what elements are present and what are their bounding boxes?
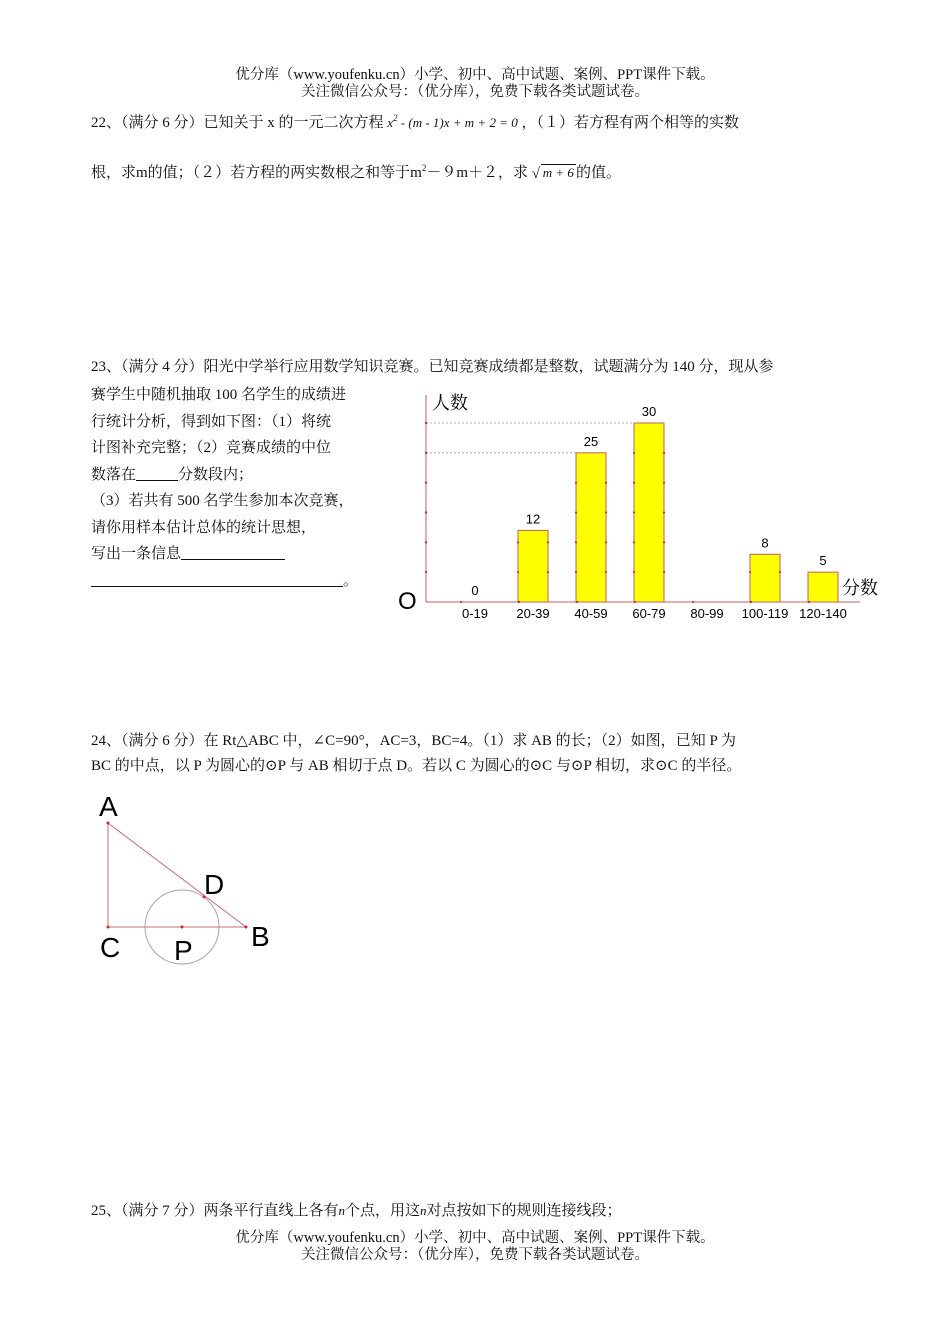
q22-equation: $x^2 - (m - 1)x + m + 2 = 0$ [387,113,518,130]
bar-marker [663,541,665,543]
footer-line-1: 优分库（www.youfenku.cn）小学、初中、高中试题、案例、PPT课件下载。 [235,1230,715,1246]
bar-marker [633,511,635,513]
data-label-0-19: 0 [471,583,479,598]
q24-line-2: BC 的中点，以 P 为圆心的⊙P 与 AB 相切于点 D。若以 C 为圆心的⊙C 与⊙P 相切，求⊙C 的半径。 [91,758,742,774]
x-tick [808,601,810,603]
header-line-1: 优分库（www.youfenku.cn）小学、初中、高中试题、案例、PPT课件下载。 [235,67,715,83]
data-label-60-79: 30 [641,404,657,419]
bar-marker [663,482,665,484]
tick-label-20-39: 20-39 [516,606,550,621]
score-bar-chart [390,385,890,630]
q22-line-2: 根，求m的值；（２）若方程的两实数根之和等于$m^2-9m+2$，求 √ m + 6 的值。 [91,163,621,182]
label-b: B [251,921,270,952]
bar-marker [517,571,519,573]
page-footer [0,1230,950,1264]
tick-label-120-140: 120-140 [799,606,847,621]
origin-label: O [398,588,417,615]
y-axis-label: 人数 [432,393,468,413]
bar-marker [605,571,607,573]
bar-marker [663,452,665,454]
bar-marker [633,452,635,454]
bar-marker [547,541,549,543]
y-tick [425,541,427,543]
bar-40-59 [576,453,606,602]
x-tick [518,601,520,603]
bar-marker [633,571,635,573]
bar-marker [749,571,751,573]
y-tick [425,422,427,424]
tick-label-100-119: 100-119 [741,606,789,621]
point-c [107,926,110,929]
bar-marker [575,482,577,484]
y-tick [425,571,427,573]
tick-label-40-59: 40-59 [574,606,608,621]
bar-marker [633,541,635,543]
bar-marker [575,541,577,543]
footer-line-2: 关注微信公众号：（优分库），免费下载各类试题试卷。 [301,1247,649,1263]
tick-label-60-79: 60-79 [632,606,666,621]
bar-marker [575,571,577,573]
header-line-2: 关注微信公众号：（优分库），免费下载各类试题试卷。 [301,84,649,100]
label-p: P [174,935,193,966]
x-tick [576,601,578,603]
sqrt-expression: √ m + 6 [531,165,574,182]
data-label-120-140: 5 [819,553,827,569]
x-tick [750,601,752,603]
median-answer-blank[interactable] [136,466,178,481]
q25-line-1: 25、（满分 7 分）两条平行直线上各有n个点，用这n对点按如下的规则连接线段； [91,1203,622,1219]
bar-marker [779,571,781,573]
point-b [245,926,248,929]
bar-120-140 [808,572,838,602]
label-d: D [204,869,225,900]
y-tick [425,452,427,454]
info-answer-blank-1[interactable] [181,545,285,560]
y-tick [425,511,427,513]
tick-label-80-99: 80-99 [690,606,724,621]
x-axis-label: 分数 [842,578,878,598]
point-p [181,926,184,929]
q22-line-1: 22、（满分 6 分）已知关于 x 的一元二次方程 $x^2 - (m - 1)x + m + 2 = 0$ ，（１）若方程有两个相等的实数 [91,113,739,131]
x-tick [692,601,694,603]
bar-20-39 [518,530,548,602]
data-label-40-59: 25 [583,433,599,449]
triangle-figure [90,785,290,970]
q23-line-1: 23、（满分 4 分）阳光中学举行应用数学知识竞赛。已知竞赛成绩都是整数，试题满分为 140 分，现从参 [91,359,774,375]
x-tick [460,601,462,603]
bar-marker [575,511,577,513]
q24-line-1: 24、（满分 6 分）在 Rt△ABC 中，∠C=90°，AC=3，BC=4。（1）求 AB 的长；（2）如图，已知 P 为 [91,733,736,749]
segment-ab [108,823,246,927]
bar-marker [605,511,607,513]
bar-marker [605,482,607,484]
x-tick [634,601,636,603]
bar-marker [547,571,549,573]
y-tick [425,481,427,483]
bar-60-79 [634,423,664,602]
bar-100-119 [750,554,780,602]
label-a: A [99,791,118,822]
data-label-20-39: 12 [525,511,541,527]
label-c: C [100,932,121,963]
tick-label-0-19: 0-19 [461,606,489,621]
bar-marker [663,511,665,513]
q23-text-block: 赛学生中随机抽取 100 名学生的成绩进 行统计分析，得到如下图：（1）将统 计图补充完整；（2）竞赛成绩的中位 数落在 分数段内； （3）若共有 500 名学生参加本次竞赛， 请你用样本估计总体的统计思想， 写出一条信息 。 [91,387,359,589]
bar-marker [605,541,607,543]
info-answer-blank-2[interactable] [91,572,343,587]
data-label-100-119: 8 [761,535,769,551]
bar-marker [633,482,635,484]
bar-marker [663,571,665,573]
page-header [0,67,950,101]
bar-marker [517,541,519,543]
